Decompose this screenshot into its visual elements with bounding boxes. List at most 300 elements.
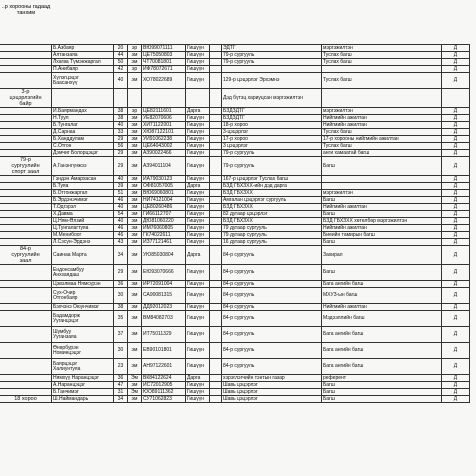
cell-age: 54 <box>114 211 128 218</box>
cell-prof: 17-р хорооны нийгмийн ажилтан <box>322 136 442 143</box>
cell-id: ИА79030123 <box>142 176 186 183</box>
cell-pos <box>210 211 222 218</box>
cell-detail: хэрэглэгчийн тэнтын газар <box>222 375 322 382</box>
cell-gender: эм <box>128 150 142 157</box>
cell-org: Дарга <box>186 183 210 190</box>
cell-id: СА90081315 <box>142 288 186 304</box>
cell-org: Гишүүн <box>186 218 210 225</box>
cell-last: Д <box>442 288 470 304</box>
cell-org: Гишүүн <box>186 197 210 204</box>
cell-gender: эм <box>128 265 142 281</box>
cell-age: 38 <box>114 108 128 115</box>
cell-prof: Багш <box>322 389 442 396</box>
table-row <box>0 218 470 225</box>
cell-detail: Шавь цэцэрлэг <box>222 382 322 389</box>
cell-id: ВЮ99071111 <box>142 45 186 52</box>
cell-org: Гишүүн <box>186 73 210 89</box>
cell-detail: 82 дугаар цэцэрлэг <box>222 211 322 218</box>
cell-section <box>0 136 52 143</box>
cell-org: Гишүүн <box>186 343 210 359</box>
cell-pos <box>210 45 222 52</box>
cell-gender: эм <box>128 225 142 232</box>
cell-age: 30 <box>114 343 128 359</box>
cell-org: Гишүүн <box>186 45 210 52</box>
cell-id: ЕЮ93070666 <box>142 265 186 281</box>
cell-prof: Биеийн тамирын багш <box>322 232 442 239</box>
cell-section <box>0 382 52 389</box>
cell-id: ГК74022611 <box>142 232 186 239</box>
cell-pos <box>210 225 222 232</box>
cell-name: Алтанзаяа <box>52 52 114 59</box>
cell-org: Гишүүн <box>186 382 210 389</box>
table-row <box>0 89 470 108</box>
cell-org: Гишүүн <box>186 190 210 197</box>
cell-age: 42 <box>114 66 128 73</box>
cell-id: ЙР72091004 <box>142 281 186 288</box>
cell-org: Гишүүн <box>186 225 210 232</box>
cell-org: Гишүүн <box>186 239 210 246</box>
cell-section <box>0 218 52 225</box>
table-row <box>0 382 470 389</box>
cell-prof: Багш <box>322 265 442 281</box>
cell-section <box>0 239 52 246</box>
table-row <box>0 73 470 89</box>
cell-name: Ендонсамбуу Анхзаядаш <box>52 265 114 281</box>
cell-last: Д <box>442 73 470 89</box>
cell-last: Д <box>442 183 470 190</box>
cell-age: 29 <box>114 136 128 143</box>
cell-age: 50 <box>114 59 128 66</box>
cell-gender <box>128 89 142 108</box>
cell-section: 84-р сургуулийн заал <box>0 246 52 265</box>
cell-last: Д <box>442 389 470 396</box>
cell-name: Бадамдорж Ууганцэцэг <box>52 311 114 327</box>
cell-pos <box>210 204 222 211</box>
table-row <box>0 343 470 359</box>
cell-prof: Багш <box>322 157 442 176</box>
table-row <box>0 136 470 143</box>
cell-prof <box>322 183 442 190</box>
cell-prof: Туслах багш <box>322 52 442 59</box>
cell-org <box>186 89 210 108</box>
cell-last: Д <box>442 59 470 66</box>
cell-detail: 79 дугаар сургууль <box>222 232 322 239</box>
cell-gender: эм <box>128 211 142 218</box>
cell-name: Д.Сарнаа <box>52 129 114 136</box>
cell-pos <box>210 176 222 183</box>
cell-name: Ш.Наймандарь <box>52 396 114 403</box>
table-row <box>0 239 470 246</box>
cell-name: Б.Ханддулам <box>52 136 114 143</box>
cell-org: Гишүүн <box>186 211 210 218</box>
cell-age: 29 <box>114 150 128 157</box>
cell-id: ОФ81057005 <box>142 183 186 190</box>
cell-id: ИТ75011329 <box>142 327 186 343</box>
cell-detail: 84-р сургууль <box>222 304 322 311</box>
cell-gender: эм <box>128 197 142 204</box>
cell-section <box>0 59 52 66</box>
cell-org: Гишүүн <box>186 288 210 304</box>
cell-detail: 16 дугаар сургууль <box>222 239 322 246</box>
table-row <box>0 327 470 343</box>
cell-prof <box>322 66 442 73</box>
cell-name: Баярцэцэг Халиунтуяа <box>52 359 114 375</box>
cell-prof: Туслах багш <box>322 143 442 150</box>
cell-age: 30 <box>114 288 128 304</box>
cell-id: ВМ84082703 <box>142 311 186 327</box>
table-row <box>0 225 470 232</box>
table-row <box>0 375 470 382</box>
cell-detail: 84-р сургууль <box>222 311 322 327</box>
table-row <box>0 204 470 211</box>
cell-gender: эм <box>128 157 142 176</box>
cell-id: ХИ71122001 <box>142 122 186 129</box>
cell-age: 33 <box>114 129 128 136</box>
cell-prof: Бага ангийн багш <box>322 343 442 359</box>
cell-detail: 79-р сургууль <box>222 52 322 59</box>
cell-section <box>0 281 52 288</box>
cell-org: Гишүүн <box>186 136 210 143</box>
cell-org: Гишүүн <box>186 150 210 157</box>
cell-age: 51 <box>114 190 128 197</box>
table-row <box>0 108 470 115</box>
cell-age: 31 <box>114 389 128 396</box>
cell-last: Д <box>442 157 470 176</box>
cell-age: 36 <box>114 375 128 382</box>
cell-name: П.Анибаяр <box>52 66 114 73</box>
cell-detail: 129-р цэцэрлэг Эрхэмнэ <box>222 73 322 89</box>
cell-last: Д <box>442 281 470 288</box>
table-body <box>0 45 470 403</box>
cell-gender: эм <box>128 143 142 150</box>
table-row <box>0 281 470 288</box>
cell-prof: БЗД ГБХЗХХ хөтөлбөр мэргэжилтэн <box>322 218 442 225</box>
cell-pos <box>210 115 222 122</box>
cell-last: Д <box>442 375 470 382</box>
cell-prof: МХУЗ-ын багш <box>322 288 442 304</box>
table-row <box>0 389 470 396</box>
cell-id: ЦЕ82111601 <box>142 108 186 115</box>
cell-detail: 3-цэцэрлэг <box>222 129 322 136</box>
cell-detail: 79 дугаар сургууль <box>222 225 322 232</box>
cell-id: ЮО89111362 <box>142 389 186 396</box>
cell-last: Д <box>442 136 470 143</box>
cell-prof: анги хамаатай багш <box>322 150 442 157</box>
cell-section <box>0 150 52 157</box>
cell-age: 23 <box>114 359 128 375</box>
cell-last: Д <box>442 211 470 218</box>
cell-detail: Амгалан цэцэрлэг сургууль <box>222 197 322 204</box>
cell-age: 40 <box>114 204 128 211</box>
cell-prof: Захирал <box>322 246 442 265</box>
cell-age: 37 <box>114 327 128 343</box>
cell-last: Д <box>442 190 470 197</box>
cell-id: ГИ66112707 <box>142 211 186 218</box>
top-section-label: ..р хорооны гадаад танхим <box>1 4 51 16</box>
cell-age: 46 <box>114 197 128 204</box>
table-row <box>0 59 470 66</box>
cell-last: Д <box>442 52 470 59</box>
cell-last: Д <box>442 122 470 129</box>
cell-gender: эм <box>128 311 142 327</box>
cell-org: Гишүүн <box>186 389 210 396</box>
cell-last: Д <box>442 232 470 239</box>
cell-pos <box>210 143 222 150</box>
cell-org: Гишүүн <box>186 129 210 136</box>
cell-name: А.Наранцэцэг <box>52 382 114 389</box>
cell-pos <box>210 150 222 157</box>
cell-gender: эм <box>128 327 142 343</box>
cell-name: Т.Одгэрэл <box>52 204 114 211</box>
cell-prof: Туслах багш <box>322 129 442 136</box>
cell-prof: Туслах багш <box>322 59 442 66</box>
table-row <box>0 52 470 59</box>
cell-id: УИ91062238 <box>142 136 186 143</box>
cell-org: Гишүүн <box>186 265 210 281</box>
cell-section <box>0 45 52 52</box>
cell-pos <box>210 183 222 190</box>
cell-pos <box>210 157 222 176</box>
cell-id: ЕВ90101801 <box>142 343 186 359</box>
cell-pos <box>210 246 222 265</box>
cell-name: Нямхүү Наранцэцэг <box>52 375 114 382</box>
table-row <box>0 122 470 129</box>
cell-gender: Эм <box>128 389 142 396</box>
cell-prof: Багш <box>322 239 442 246</box>
cell-detail: 79-р сургууль <box>222 150 322 157</box>
cell-prof: Бага ангийн багш <box>322 359 442 375</box>
cell-name: Б.Азбаяр <box>52 45 114 52</box>
cell-pos <box>210 66 222 73</box>
table-row <box>0 143 470 150</box>
cell-section <box>0 73 52 89</box>
cell-name: Лхагва Түмэнжаргал <box>52 59 114 66</box>
cell-section <box>0 129 52 136</box>
cell-gender: эм <box>128 59 142 66</box>
cell-last: Д <box>442 327 470 343</box>
cell-pos <box>210 265 222 281</box>
cell-gender: эм <box>128 52 142 59</box>
cell-prof: Багш <box>322 382 442 389</box>
cell-name: И.Баярмандах <box>52 108 114 115</box>
cell-last: Д <box>442 225 470 232</box>
cell-last: Д <box>442 45 470 52</box>
cell-gender: эм <box>128 232 142 239</box>
cell-detail: БЗД ГБХЗХХ <box>222 190 322 197</box>
cell-pos <box>210 382 222 389</box>
cell-detail: БЗДЗДТГ <box>222 108 322 115</box>
cell-name: Гэндэн Амархасан <box>52 176 114 183</box>
cell-id: ВК84122624 <box>142 375 186 382</box>
table-row <box>0 396 470 403</box>
cell-section <box>0 143 52 150</box>
cell-detail: 167-р цэцэрлэг Туслах багш <box>222 176 322 183</box>
cell-section <box>0 108 52 115</box>
cell-last: Д <box>442 311 470 327</box>
cell-name: Шумбуу Ууганзаяа <box>52 327 114 343</box>
table-row <box>0 183 470 190</box>
table-row <box>0 66 470 73</box>
cell-name: Дэмчиг Болорцэцэг <box>52 150 114 157</box>
cell-id: ВЮ69060801 <box>142 190 186 197</box>
cell-id: УЕ82070606 <box>142 115 186 122</box>
cell-age: 29 <box>114 265 128 281</box>
cell-section <box>0 176 52 183</box>
cell-prof: Нийгмийн ажилтан <box>322 115 442 122</box>
table-row <box>0 304 470 311</box>
cell-pos <box>210 52 222 59</box>
cell-pos <box>210 281 222 288</box>
cell-gender: эм <box>128 129 142 136</box>
cell-id: ИС72012905 <box>142 382 186 389</box>
table-row <box>0 232 470 239</box>
cell-last: Д <box>442 396 470 403</box>
cell-section <box>0 197 52 204</box>
cell-section <box>0 375 52 382</box>
cell-org: Гишүүн <box>186 311 210 327</box>
cell-section <box>0 359 52 375</box>
cell-org: Гишүүн <box>186 396 210 403</box>
cell-detail: 84-р сургууль <box>222 327 322 343</box>
cell-detail: БЗД ГБХЗХХ <box>222 218 322 225</box>
cell-pos <box>210 108 222 115</box>
table-row <box>0 150 470 157</box>
cell-section <box>0 327 52 343</box>
cell-pos <box>210 239 222 246</box>
cell-section <box>0 115 52 122</box>
cell-org: Гишүүн <box>186 52 210 59</box>
cell-org: Гишүүн <box>186 204 210 211</box>
cell-name: Ц.Тунгалагтуяа <box>52 225 114 232</box>
cell-gender: эм <box>128 396 142 403</box>
cell-pos <box>210 197 222 204</box>
cell-pos <box>210 389 222 396</box>
cell-pos <box>210 232 222 239</box>
cell-prof: Туслах багш <box>322 73 442 89</box>
cell-detail: 79-р сургууль <box>222 59 322 66</box>
cell-name: Н.Туул <box>52 115 114 122</box>
cell-age: 38 <box>114 304 128 311</box>
cell-gender: эр <box>128 45 142 52</box>
cell-org: Дарга <box>186 246 210 265</box>
cell-id: ИМ76060805 <box>142 225 186 232</box>
cell-org: Дарга <box>186 375 210 382</box>
cell-org: Гишүүн <box>186 232 210 239</box>
cell-prof: Бага ангийн багш <box>322 327 442 343</box>
cell-name: С.Отгон <box>52 143 114 150</box>
cell-detail: 84-р сургууль <box>222 343 322 359</box>
cell-pos <box>210 343 222 359</box>
table-row <box>0 157 470 176</box>
cell-last: Д <box>442 343 470 359</box>
cell-pos <box>210 129 222 136</box>
cell-name <box>52 89 114 108</box>
top-strip <box>0 0 476 44</box>
cell-gender: эм <box>128 239 142 246</box>
cell-gender: эм <box>128 73 142 89</box>
cell-age: 47 <box>114 382 128 389</box>
cell-detail: 84-р сургууль <box>222 359 322 375</box>
cell-section <box>0 122 52 129</box>
cell-prof: Нийгмийн ажилтан <box>322 122 442 129</box>
cell-last: Д <box>442 197 470 204</box>
cell-pos <box>210 190 222 197</box>
cell-prof: Нийгмийн ажилтан <box>322 304 442 311</box>
cell-detail: 84-р сургууль <box>222 281 322 288</box>
table-row <box>0 211 470 218</box>
cell-age: 35 <box>114 311 128 327</box>
cell-name: Сүх-Очир Отгонбаяр <box>52 288 114 304</box>
cell-name: А.Ганэнгүнжээ <box>52 157 114 176</box>
cell-last: Д <box>442 150 470 157</box>
cell-id: УЮ85030804 <box>142 246 186 265</box>
cell-last: Д <box>442 108 470 115</box>
cell-gender: эр <box>128 66 142 73</box>
cell-section <box>0 311 52 327</box>
cell-age: 40 <box>114 122 128 129</box>
cell-gender: эм <box>128 190 142 197</box>
cell-prof: Нийгмийн ажилтан <box>322 204 442 211</box>
table-row <box>0 129 470 136</box>
cell-prof: мэргэжилтэн <box>322 45 442 52</box>
cell-detail: 79-р сургууль <box>222 157 322 176</box>
cell-last: Д <box>442 143 470 150</box>
cell-id: АЗ94011104 <box>142 157 186 176</box>
cell-gender: эм <box>128 343 142 359</box>
cell-pos <box>210 311 222 327</box>
cell-org: Дарга <box>186 108 210 115</box>
cell-prof: Багш <box>322 197 442 204</box>
cell-age: 46 <box>114 232 128 239</box>
cell-age: 34 <box>114 246 128 265</box>
table-row <box>0 176 470 183</box>
cell-id: ИЗ77121461 <box>142 239 186 246</box>
cell-detail: Шавь цэцэрлэг <box>222 396 322 403</box>
cell-gender: эм <box>128 288 142 304</box>
cell-section <box>0 52 52 59</box>
cell-id: ЦЕ80260486 <box>142 204 186 211</box>
roster-table <box>0 44 470 403</box>
cell-detail: Шавь цэцэрлэг <box>222 389 322 396</box>
cell-gender: эм <box>128 204 142 211</box>
cell-id: АЗ90022466 <box>142 150 186 157</box>
cell-prof: Багш <box>322 396 442 403</box>
cell-id: ЦЕ75050803 <box>142 52 186 59</box>
cell-detail: Дэд бүтэц хариуцсан мэргэжилтэн <box>222 89 322 108</box>
cell-last: Д <box>442 218 470 225</box>
cell-id: ДД92012023 <box>142 304 186 311</box>
cell-age: 34 <box>114 396 128 403</box>
cell-section <box>0 232 52 239</box>
cell-name: Б.Туяа <box>52 183 114 190</box>
cell-gender: эм <box>128 218 142 225</box>
cell-org: Гишүүн <box>186 304 210 311</box>
cell-prof: референт <box>322 375 442 382</box>
cell-name: Х.Давма <box>52 211 114 218</box>
cell-name: Цэвэлмаа Нямсүрэн <box>52 281 114 288</box>
cell-age: 20 <box>114 45 128 52</box>
cell-name: Б.Ганчимэг <box>52 389 114 396</box>
cell-prof: Нийгмийн ажилтан <box>322 225 442 232</box>
cell-name: Хүлэгцэцэг Баасанхүү <box>52 73 114 89</box>
cell-gender: эм <box>128 122 142 129</box>
cell-pos <box>210 59 222 66</box>
cell-name: Бэхчэнэ Оюунчимэг <box>52 304 114 311</box>
cell-section <box>0 204 52 211</box>
cell-section <box>0 66 52 73</box>
cell-section <box>0 304 52 311</box>
cell-detail: БЗД ГБХЗХХ <box>222 204 322 211</box>
